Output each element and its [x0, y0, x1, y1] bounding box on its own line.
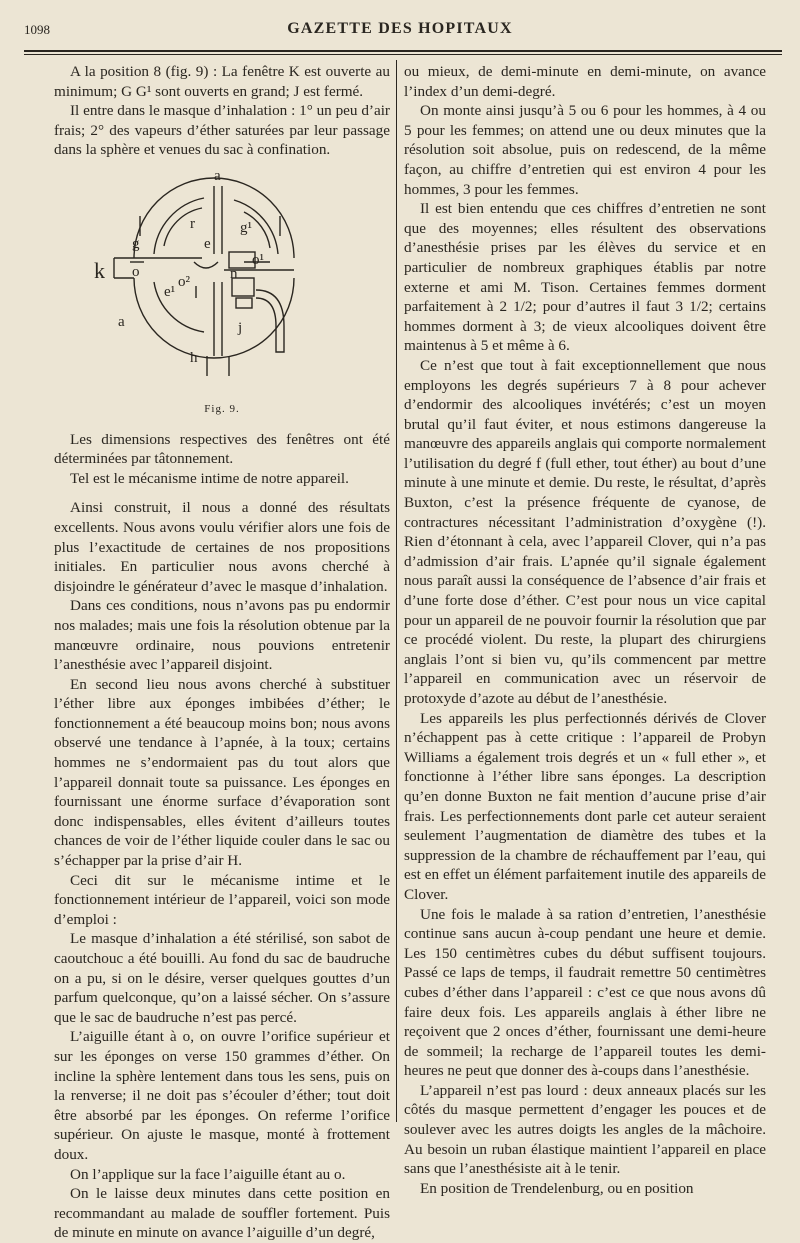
paragraph: On le laisse deux minutes dans cette position en recommandant au malade de souffler fortement. Puis de minute en minute on avance l’aiguille d’un degré,: [54, 1185, 390, 1242]
figure-label: k: [94, 257, 105, 283]
paragraph: On monte ainsi jusqu’à 5 ou 6 pour les hommes, à 4 ou 5 pour les femmes; on attend une ou deux minutes que la résolution soit absolue, puis on redescend, de la même façon, au chiffre d’entretien qui est environ 4 pour les hommes, 3 pour les femmes.: [404, 102, 766, 198]
figure-label: r: [190, 215, 195, 232]
figure-label: n: [230, 265, 238, 282]
figure-label: a: [118, 313, 125, 330]
page-header: [0, 10, 800, 50]
journal-title: GAZETTE DES HOPITAUX: [287, 20, 513, 37]
paragraph: L’aiguille étant à o, on ouvre l’orifice supérieur et sur les éponges on verse 150 grammes d’éther. On incline la sphère lentement dans tous les sens, puis on la renverse; il ne doit pas s’écouler d’éther; tout doit être absorbé par les éponges. On referme l’orifice supérieur. On ajuste le masque, monté à frottement doux.: [54, 1028, 390, 1163]
figure-9: [54, 166, 390, 396]
figure-label: e: [204, 235, 211, 252]
paragraph: On l’applique sur la face l’aiguille étant au o.: [70, 1165, 346, 1183]
paragraph: A la position 8 (fig. 9) : La fenêtre K est ouverte au minimum; G G¹ sont ouverts en grand; J est fermé.: [54, 63, 390, 100]
figure-label: a: [214, 167, 221, 184]
figure-caption: Fig. 9.: [204, 402, 240, 415]
figure-label: g: [132, 235, 140, 252]
left-column: [54, 62, 390, 1243]
paragraph: Ce n’est que tout à fait exceptionnellement que nous employons les degrés supérieurs 7 à 8 pour achever d’endormir des alcooliques invétérés; c’est un moyen brutal qu’il faut éviter, et nous estimons dangereuse la manœuvre des appareils anglais qui comporte normalement l’utilisation du degré f (full ether, tout éther) au bout d’une minute à une minute et demie. Du reste, le résultat, d’après Buxton, c’est la présence fréquente de cyanose, de contractures nécessitant l’administration d’oxygène (!). Rien d’étonnant à cela, avec l’appareil Clover, qui n’a pas d’admission d’air frais. L’apnée qu’il signale également nous paraît aussi la conséquence de l’absence d’air frais et d’une forte dose d’éther. C’est pour nous un vice capital pour un appareil de ne pouvoir fournir la résolution que par ce procédé violent. Du reste, la plupart des chirurgiens anglais l’ont si bien vu, qu’ils commencent par mettre l’appareil en communication avec un réservoir de protoxyde d’azote au début de l’anesthésie.: [404, 356, 766, 707]
paragraph: Tel est le mécanisme intime de notre appareil.: [70, 469, 349, 487]
paragraph: Les dimensions respectives des fenêtres ont été déterminées par tâtonnement.: [54, 430, 390, 468]
right-column: [404, 62, 766, 1198]
paragraph: Le masque d’inhalation a été stérilisé, son sabot de caoutchouc a été bouilli. Au fond du sac de baudruche on a pu, si on le désire, verser quelques gouttes d’un parfum quelconque, qu’on a laissé sécher. On s’assure que le sac de baudruche n’est pas percé.: [54, 930, 390, 1026]
paragraph: En second lieu nous avons cherché à substituer l’éther libre aux éponges imbibées d’éther; le fonctionnement a été beaucoup moins bon; nous avons observé une tendance à l’apnée, à la toux; certains hommes ne s’endormaient pas du tout alors que l’appareil donnait toute sa puissance. Les éponges en fournissant une énorme surface d’évaporation sont donc indispensables, elles évitent d’ailleurs toutes chances de voir de l’éther liquide couler dans le sac ou s’échapper par la prise d’air H.: [54, 675, 390, 870]
figure-label: o: [132, 263, 140, 280]
paragraph: Une fois le malade à sa ration d’entretien, l’anesthésie continue sans aucun à-coup pendant une heure et demie. Les 150 centimètres cubes du début suffisent toujours. Passé ce laps de temps, il faudrait remettre 50 centimètres cubes d’éther dans l’appareil : c’est ce que nous avons dû faire deux fois. Les appareils anglais à éther libre ne reçoivent que 2 onces d’éther, fournissant une demi-heure de sommeil; la recharge de l’appareil toutes les demi-heures ne peut que donner des à-coups dans l’anesthésie.: [404, 905, 766, 1080]
paragraph: Les appareils les plus perfectionnés dérivés de Clover n’échappent pas à cette critique : l’appareil de Probyn Williams a également trois degrés et un « full ether », et fonctionne à l’éther libre sans éponges. La description qu’en donne Buxton ne fait mention d’aucune prise d’air frais. Les perfectionnements dont parle cet auteur seraient seulement l’augmentation de diamètre des tubes et la suppression de la chambre de réchauffement par l’eau, qui est en effet un élément parfaitement inutile des appareils de Clover.: [404, 709, 766, 903]
paragraph: Dans ces conditions, nous n’avons pas pu endormir nos malades; mais une fois la résolution obtenue par la manœuvre ordinaire, nous pouvions entretenir l’anesthésie avec l’appareil disjoint.: [54, 597, 390, 674]
page-number: 1098: [24, 22, 50, 37]
paragraph: Il entre dans le masque d’inhalation : 1° un peu d’air frais; 2° des vapeurs d’éther saturées par leur passage dans la sphère et venues du sac à confination.: [54, 102, 390, 159]
paragraph: En position de Trendelenburg, ou en position: [420, 1179, 694, 1197]
figure-label: o¹: [252, 251, 264, 268]
figure-label: h: [190, 349, 198, 366]
figure-label: o²: [178, 273, 190, 290]
figure-label: e¹: [164, 283, 176, 300]
header-rule: [24, 50, 782, 52]
figure-label: g¹: [240, 219, 252, 236]
paragraph: Ceci dit sur le mécanisme intime et le fonctionnement intérieur de l’appareil, voici son mode d’emploi :: [54, 871, 390, 928]
figure-label: j: [238, 319, 243, 336]
header-rule-thin: [24, 54, 782, 55]
paragraph: Il est bien entendu que ces chiffres d’entretien ne sont que des moyennes; elles résultent des observations d’anesthésie prises par les élèves du service et en particulier de nombreux graphiques établis par notre externe et ami M. Tison. Certaines femmes dorment parfaitement à 2 1/2; pour d’autres il faut 3 1/2; certains hommes dorment à 3; de vieux alcooliques doivent être maintenus à 5 et même à 6.: [404, 200, 766, 355]
apparatus-diagram: [94, 166, 334, 394]
column-divider: [396, 60, 397, 1122]
paragraph: L’appareil n’est pas lourd : deux anneaux placés sur les côtés du masque permettent d’engager les pouces et de soulever avec les autres doigts les angles de la mâchoire. Au besoin un ruban élastique maintient l’appareil en place sans que l’anesthésiste ait à le tenir.: [404, 1081, 766, 1178]
paragraph: Ainsi construit, il nous a donné des résultats excellents. Nous avons voulu vérifier alors une fois de plus l’exactitude de certaines de nos propositions initiales. En particulier nous avons cherché à disjoindre le générateur d’avec le masque d’inhalation.: [54, 499, 390, 595]
paragraph: ou mieux, de demi-minute en demi-minute, on avance l’index d’un demi-degré.: [404, 63, 766, 100]
